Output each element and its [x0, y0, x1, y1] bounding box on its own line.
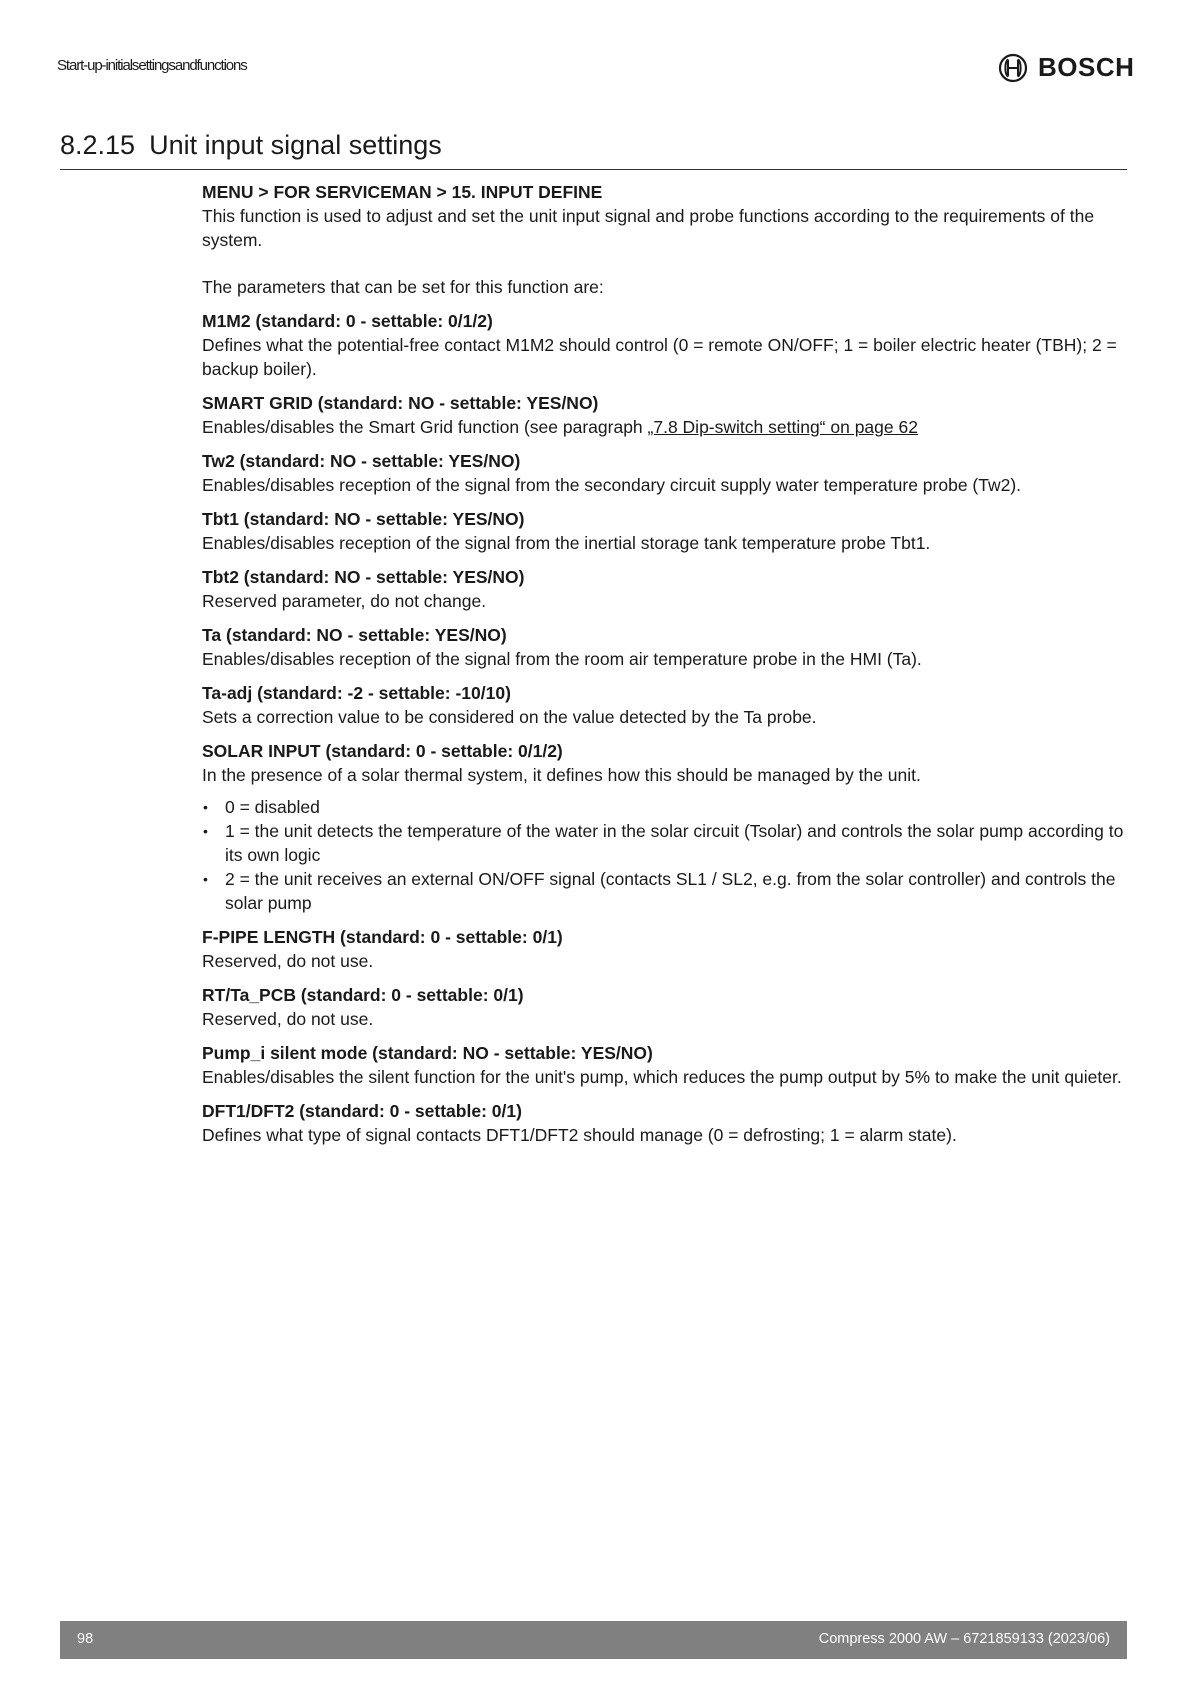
param-desc: Enables/disables the silent function for the unit's pump, which reduces the pump output by 5% to make the unit quieter. — [202, 1067, 1122, 1087]
param-dft1-dft2 — [202, 1099, 1137, 1147]
param-desc: Defines what the potential-free contact M1M2 should control (0 = remote ON/OFF; 1 = boiler electric heater (TBH); 2 = backup boiler). — [202, 335, 1117, 379]
param-desc: Defines what type of signal contacts DFT1/DFT2 should manage (0 = defrosting; 1 = alarm state). — [202, 1125, 957, 1145]
param-title: Pump_i silent mode (standard: NO - settable: YES/NO) — [202, 1043, 653, 1063]
param-f-pipe-length — [202, 925, 1137, 973]
param-title: Ta-adj (standard: -2 - settable: -10/10) — [202, 683, 511, 703]
page-number: 98 — [77, 1631, 94, 1647]
param-title: Tbt1 (standard: NO - settable: YES/NO) — [202, 509, 525, 529]
page-footer — [60, 1621, 1127, 1659]
param-desc: Enables/disables reception of the signal from the room air temperature probe in the HMI (Ta). — [202, 649, 922, 669]
param-desc: Reserved, do not use. — [202, 1009, 374, 1029]
param-desc: Reserved, do not use. — [202, 951, 374, 971]
param-title: M1M2 (standard: 0 - settable: 0/1/2) — [202, 311, 493, 331]
param-title: SMART GRID (standard: NO - settable: YES/NO) — [202, 393, 599, 413]
param-title: Tw2 (standard: NO - settable: YES/NO) — [202, 451, 521, 471]
param-smart-grid — [202, 391, 1137, 439]
param-tw2 — [202, 449, 1137, 497]
param-rt-ta-pcb — [202, 983, 1137, 1031]
param-ta — [202, 623, 1137, 671]
param-desc: In the presence of a solar thermal system, it defines how this should be managed by the unit. — [202, 765, 921, 785]
param-m1m2 — [202, 309, 1137, 381]
heading-rule — [60, 169, 1127, 170]
param-desc: Enables/disables reception of the signal from the secondary circuit supply water temperature probe (Tw2). — [202, 475, 1022, 495]
document-reference: Compress 2000 AW – 6721859133 (2023/06) — [818, 1631, 1110, 1647]
param-title: Ta (standard: NO - settable: YES/NO) — [202, 625, 507, 645]
intro-text: This function is used to adjust and set the unit input signal and probe functions according to the requirements of the system. — [202, 206, 1095, 250]
section-title: Unit input signal settings — [149, 130, 442, 160]
param-solar-input — [202, 739, 1137, 915]
param-tbt1 — [202, 507, 1137, 555]
param-desc: Enables/disables reception of the signal from the inertial storage tank temperature probe Tbt1. — [202, 533, 931, 553]
param-tbt2 — [202, 565, 1137, 613]
param-desc-text: Enables/disables the Smart Grid function (see paragraph — [202, 417, 648, 437]
param-desc — [202, 415, 1137, 439]
param-pump-silent-mode — [202, 1041, 1137, 1089]
param-title: Tbt2 (standard: NO - settable: YES/NO) — [202, 567, 525, 587]
running-head: Start-up-initialsettingsandfunctions — [57, 57, 247, 74]
bosch-armature-icon — [998, 53, 1028, 83]
menu-path: MENU > FOR SERVICEMAN > 15. INPUT DEFINE — [202, 182, 603, 202]
brand-name: BOSCH — [1038, 52, 1135, 82]
brand-logo — [998, 52, 1134, 83]
section-heading — [60, 130, 442, 161]
param-ta-adj — [202, 681, 1137, 729]
section-body — [202, 180, 1137, 1147]
param-title: DFT1/DFT2 (standard: 0 - settable: 0/1) — [202, 1101, 522, 1121]
list-item: • 2 = the unit receives an external ON/OFF signal (contacts SL1 / SL2, e.g. from the solar controller) and controls the solar pump — [202, 867, 1137, 915]
param-title: F-PIPE LENGTH (standard: 0 - settable: 0/1) — [202, 927, 563, 947]
list-item: • 1 = the unit detects the temperature of the water in the solar circuit (Tsolar) and controls the solar pump according to its own logic — [202, 819, 1137, 867]
solar-options-list — [202, 795, 1137, 915]
cross-reference-link[interactable]: „7.8 Dip-switch setting“ on page 62 — [647, 417, 918, 437]
section-number: 8.2.15 — [60, 130, 136, 160]
param-desc: Reserved parameter, do not change. — [202, 591, 487, 611]
param-title: RT/Ta_PCB (standard: 0 - settable: 0/1) — [202, 985, 524, 1005]
param-desc: Sets a correction value to be considered on the value detected by the Ta probe. — [202, 707, 817, 727]
lead-text: The parameters that can be set for this function are: — [202, 277, 604, 297]
param-title: SOLAR INPUT (standard: 0 - settable: 0/1/2) — [202, 741, 563, 761]
list-item: • 0 = disabled — [202, 795, 1137, 819]
